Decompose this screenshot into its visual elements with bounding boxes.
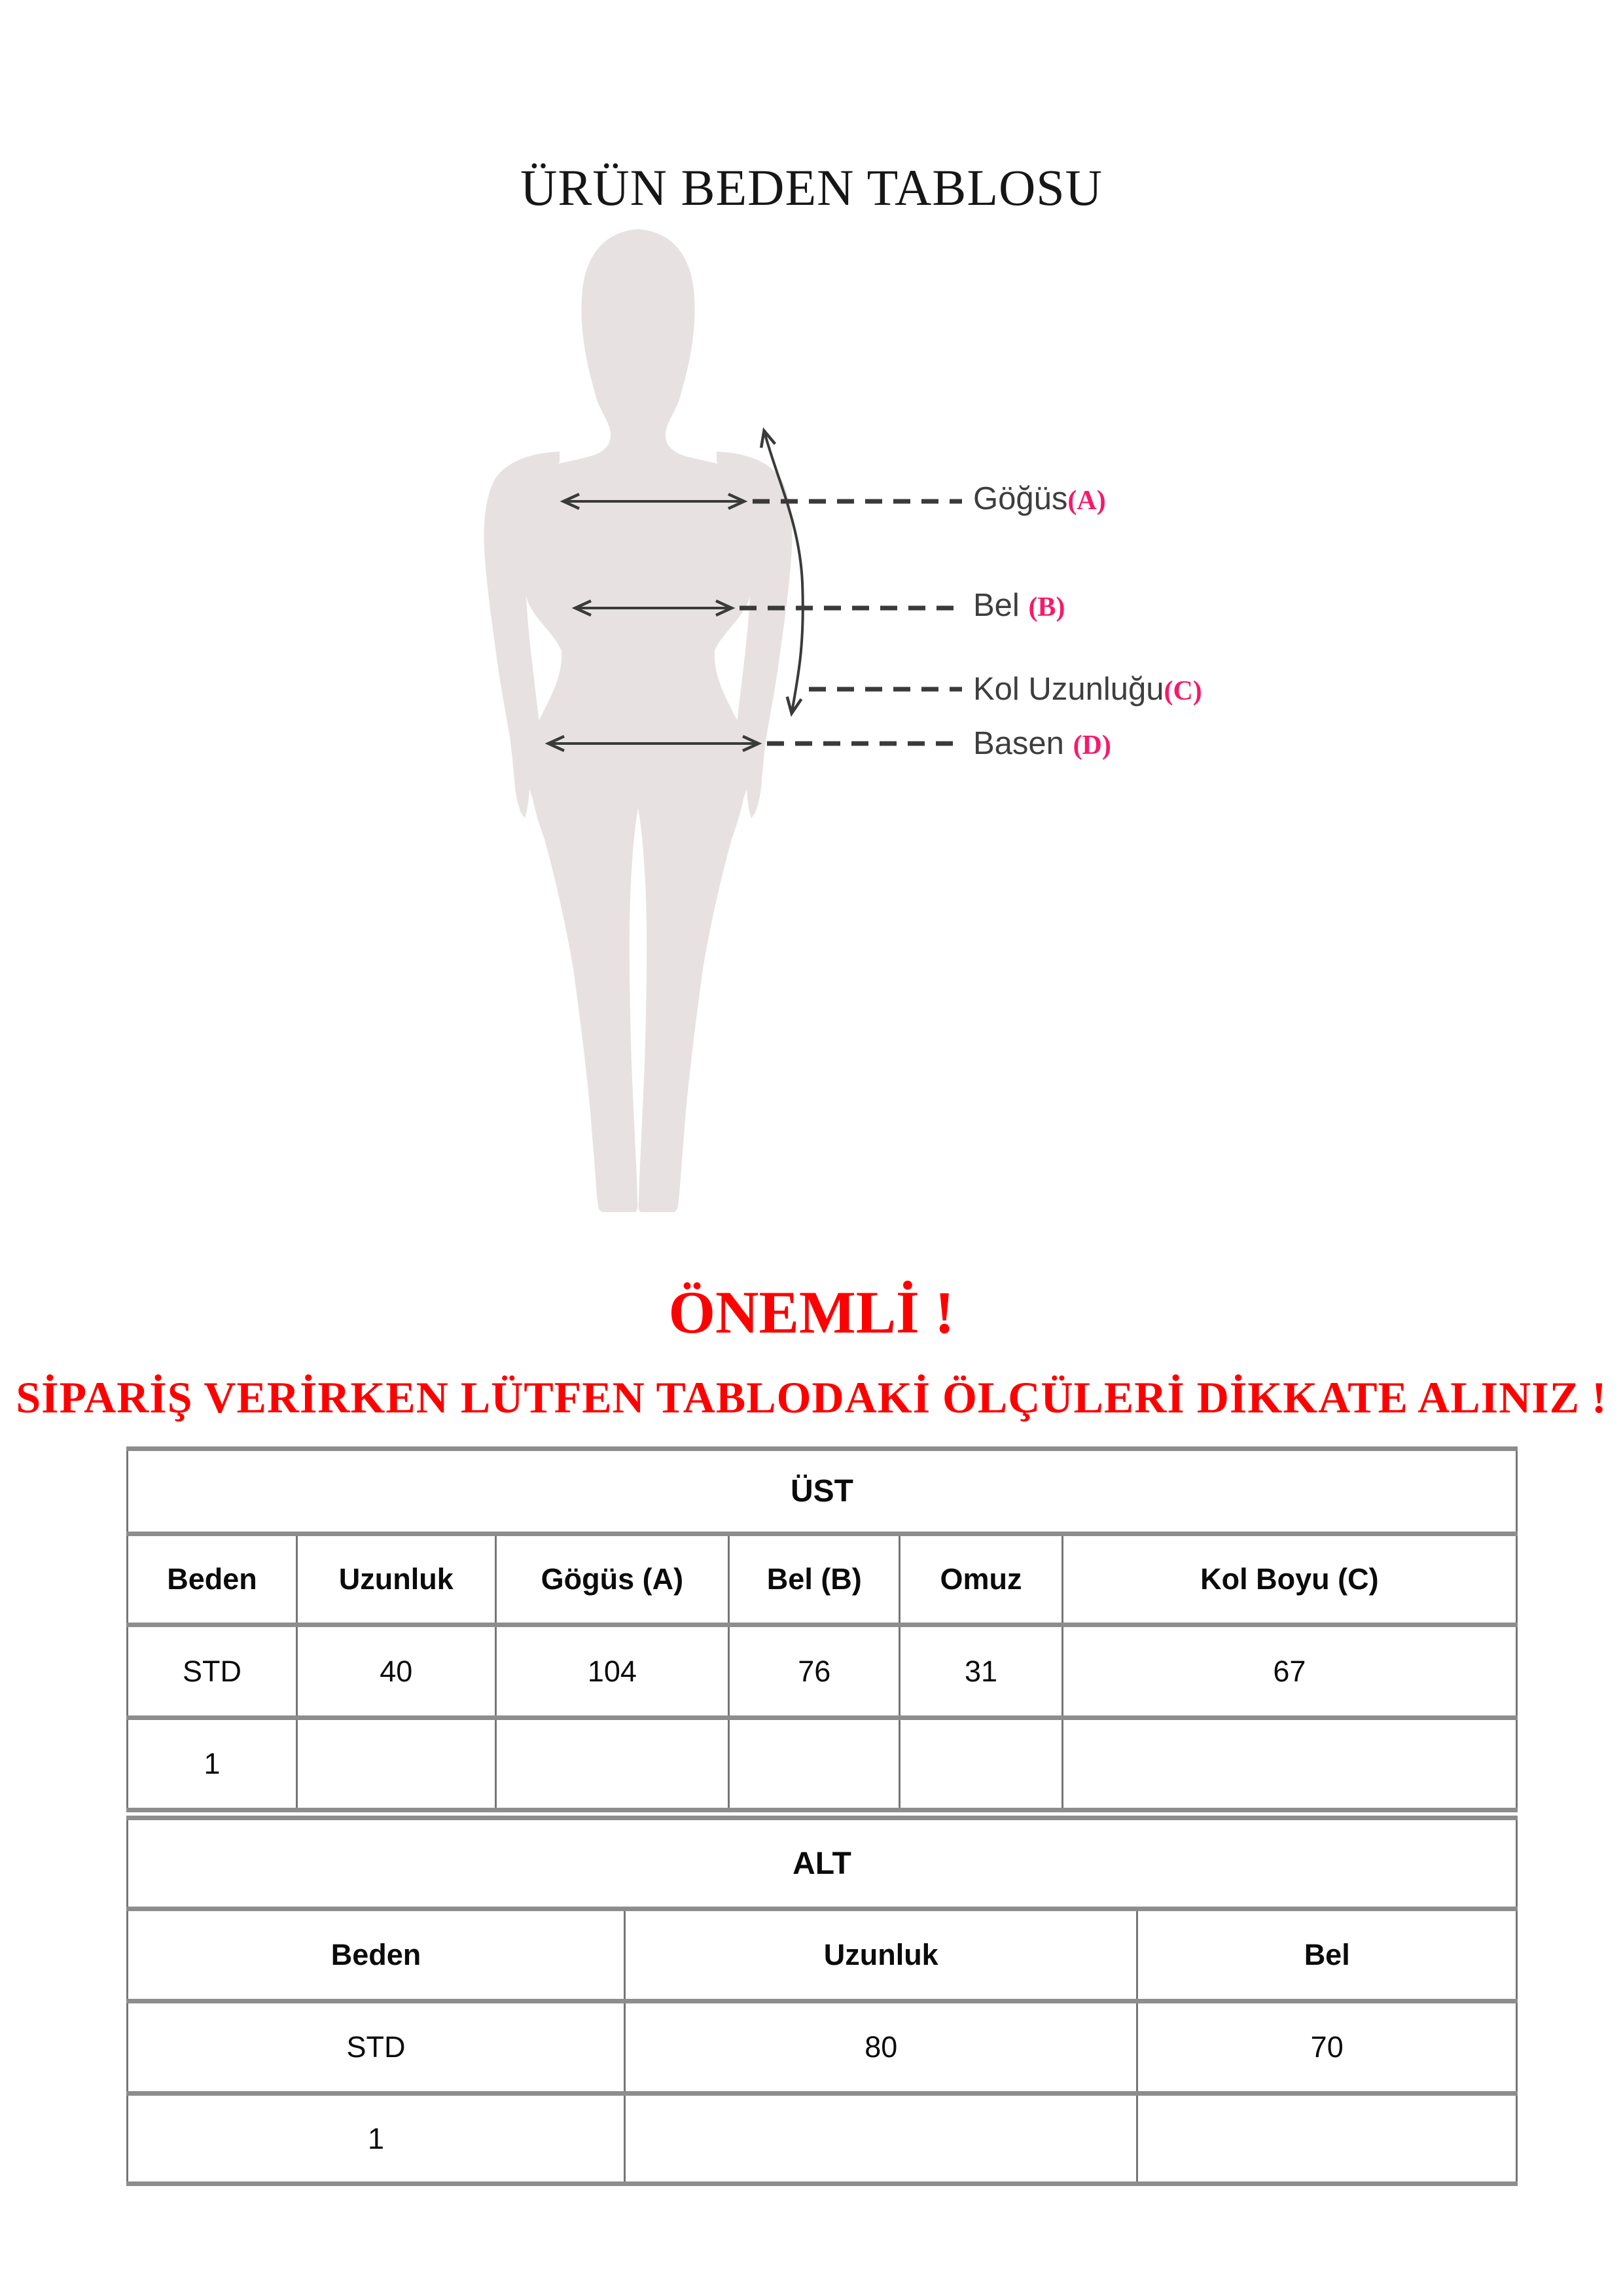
alt-data-row-std [128,2001,1517,2094]
cell-ust-1-beden: 1 [128,1718,297,1810]
cell-ust-1-omuz [900,1718,1062,1810]
cell-alt-std-beden: STD [128,2001,625,2094]
cell-ust-1-bel [729,1718,900,1810]
cell-alt-std-uzunluk: 80 [625,2001,1137,2094]
ust-data-row-std [128,1625,1517,1718]
alt-header-bel: Bel [1137,1909,1517,2001]
cell-alt-1-uzunluk [625,2094,1137,2184]
label-arm-length [973,668,1202,713]
size-table [126,1446,1518,2186]
cell-ust-std-uzunluk: 40 [297,1625,496,1718]
ust-header-row [128,1534,1517,1625]
ust-header-bel: Bel (B) [729,1534,900,1625]
alt-section-title: ALT [128,1818,1517,1909]
ust-header-omuz: Omuz [900,1534,1062,1625]
alt-section-row [128,1818,1517,1909]
ust-section-row [128,1449,1517,1534]
ust-header-uzunluk: Uzunluk [297,1534,496,1625]
important-heading: ÖNEMLİ ! [668,1279,955,1346]
woman-silhouette-body [501,229,775,1212]
cell-ust-1-uzunluk [297,1718,496,1810]
ust-header-gogus: Gögüs (A) [495,1534,729,1625]
ust-data-row-1 [128,1718,1517,1810]
cell-alt-1-beden: 1 [128,2094,625,2184]
cell-ust-std-beden: STD [128,1625,297,1718]
cell-alt-1-bel [1137,2094,1517,2184]
arm-length-label-text: Kol Uzunluğu [973,672,1164,707]
alt-header-row [128,1909,1517,2001]
arm-length-label-code: (C) [1164,676,1202,706]
label-chest [973,477,1106,522]
cell-ust-std-gogus: 104 [495,1625,729,1718]
page-title: ÜRÜN BEDEN TABLOSU [520,159,1103,217]
alt-header-uzunluk: Uzunluk [625,1909,1137,2001]
ust-header-kolboyu: Kol Boyu (C) [1062,1534,1516,1625]
chest-label-code: (A) [1067,486,1106,516]
label-waist [973,584,1065,629]
measurement-diagram [196,216,1178,1224]
cell-ust-1-kolboyu [1062,1718,1516,1810]
cell-ust-1-gogus [495,1718,729,1810]
label-hip [973,722,1111,767]
alt-header-beden: Beden [128,1909,625,2001]
size-table-ust [126,1446,1518,1812]
ust-header-beden: Beden [128,1534,297,1625]
waist-label-code: (B) [1028,592,1065,622]
cell-alt-std-bel: 70 [1137,2001,1517,2094]
cell-ust-std-omuz: 31 [900,1625,1062,1718]
waist-label-text: Bel [973,588,1029,623]
cell-ust-std-kolboyu: 67 [1062,1625,1516,1718]
warning-text: SİPARİŞ VERİRKEN LÜTFEN TABLODAKİ ÖLÇÜLERİ DİKKATE ALINIZ ! [16,1372,1607,1422]
size-table-alt [126,1816,1518,2186]
hip-label-code: (D) [1073,730,1111,761]
alt-data-row-1 [128,2094,1517,2184]
chest-label-text: Göğüs [973,481,1068,516]
ust-section-title: ÜST [128,1449,1517,1534]
cell-ust-std-bel: 76 [729,1625,900,1718]
hip-label-text: Basen [973,726,1073,761]
